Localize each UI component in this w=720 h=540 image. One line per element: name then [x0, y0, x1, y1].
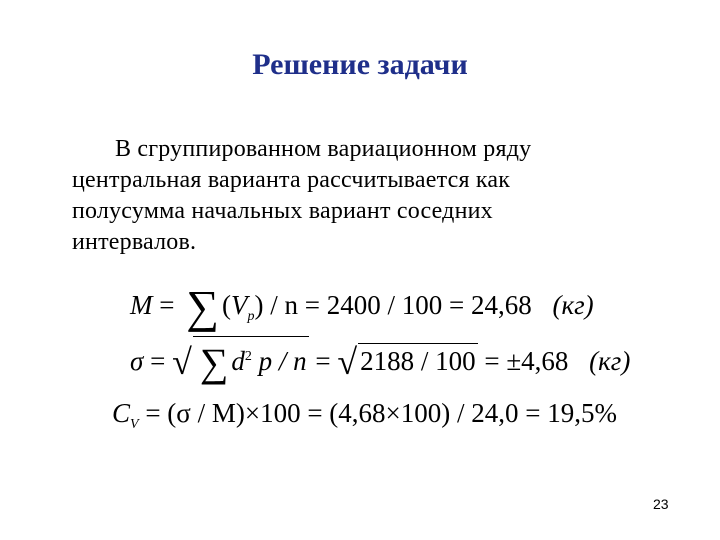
- paragraph-line-1: В сгруппированном вариационном ряду: [115, 136, 532, 162]
- sum-symbol: ∑: [186, 281, 220, 332]
- radicand-2: 2188 / 100: [358, 343, 478, 379]
- paragraph-line-2: центральная варианта рассчитывается как: [72, 167, 511, 193]
- cv-formula: [112, 398, 617, 433]
- intro-paragraph: [72, 134, 672, 258]
- page-number: 23: [653, 496, 669, 512]
- radicand-1: [193, 336, 309, 385]
- mean-formula: [130, 276, 594, 332]
- paragraph-line-3: полусумма начальных вариант соседних: [72, 198, 493, 224]
- slide-title: Решение задачи: [252, 48, 468, 81]
- sum-symbol: ∑: [199, 340, 229, 385]
- mean-var: V: [231, 290, 248, 320]
- sqrt-symbol: √: [337, 342, 358, 382]
- sigma-eq: =: [143, 346, 173, 376]
- mean-lhs: M: [130, 290, 153, 320]
- mean-open-paren: (: [222, 290, 232, 320]
- sigma-rest1: p / n: [251, 346, 307, 376]
- sqrt-expression-1: [172, 336, 309, 385]
- sigma-lhs: σ: [130, 346, 144, 376]
- mean-rest: / n = 2400 / 100 = 24,68: [263, 290, 532, 320]
- mean-var-subscript: p: [247, 309, 255, 324]
- sqrt-expression-2: [337, 337, 477, 382]
- sigma-eq2: =: [308, 346, 338, 376]
- mean-unit: (кг): [552, 290, 594, 320]
- sqrt-symbol: √: [172, 342, 192, 382]
- cv-subscript: V: [130, 417, 139, 432]
- sigma-rest2: = ±4,68: [477, 346, 569, 376]
- cv-lhs: C: [112, 398, 131, 428]
- paragraph-line-4: интервалов.: [72, 229, 197, 255]
- sigma-d: d: [231, 346, 245, 376]
- cv-rest: = (σ / M)×100 = (4,68×100) / 24,0 = 19,5%: [138, 398, 617, 428]
- sigma-formula: [130, 336, 631, 385]
- sigma-unit: (кг): [589, 346, 631, 376]
- mean-eq: =: [159, 290, 175, 320]
- sigma-d-superscript: 2: [244, 349, 252, 364]
- mean-close-paren: ): [254, 290, 264, 320]
